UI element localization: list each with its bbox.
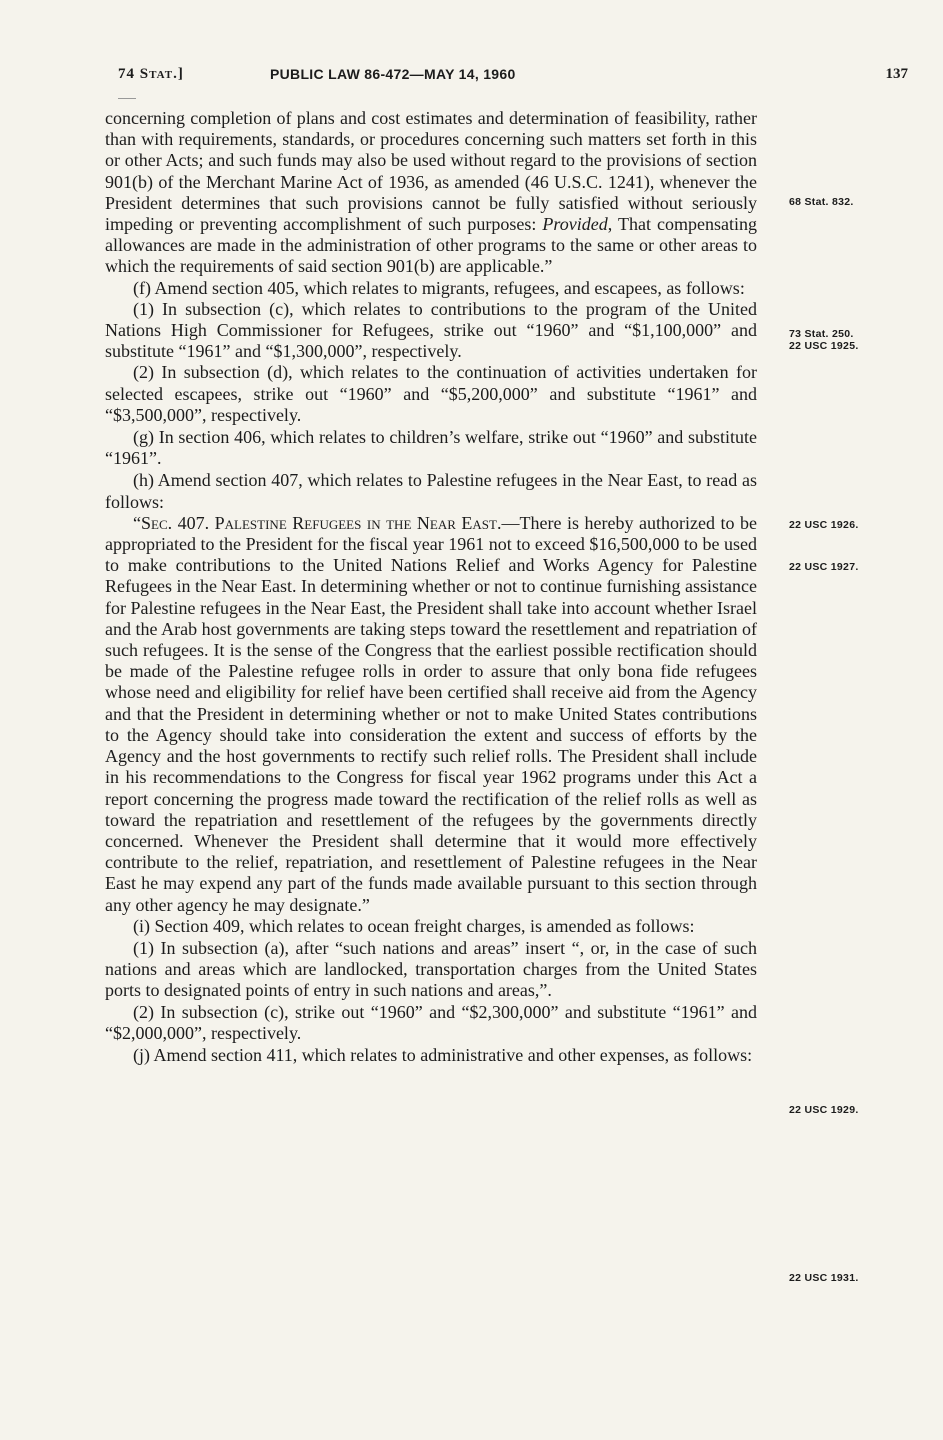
section-407 <box>105 513 757 916</box>
header-rule <box>118 98 136 99</box>
paragraph-continuation <box>105 108 757 278</box>
margin-note-68-stat: 68 Stat. 832. <box>789 196 854 208</box>
paragraph-h: (h) Amend section 407, which relates to Palestine refugees in the Near East, to read as follows: <box>105 470 757 512</box>
paragraph-j: (j) Amend section 411, which relates to administrative and other expenses, as follows: <box>133 1044 753 1065</box>
margin-note-22-usc-1927: 22 USC 1927. <box>789 561 859 573</box>
margin-note-22-usc-1925: 22 USC 1925. <box>789 340 859 352</box>
section-407-heading: “Sec. 407. Palestine Refugees in the Near East. <box>133 512 502 533</box>
margin-note-22-usc-1929: 22 USC 1929. <box>789 1104 859 1116</box>
margin-note-22-usc-1931: 22 USC 1931. <box>789 1272 859 1284</box>
body-text <box>105 108 757 1066</box>
header-volume: 74 Stat.] <box>118 66 184 82</box>
section-407-text: —There is hereby authorized to be appropriated to the President for the fiscal year 1961 not to exceed $16,500,000 to be used to make contributions to the United Nations Relief and Works Agency for Palestine Refugees in the Near East. In determining whether or not to continue furnishing assistance for Palestine refugees in the Near East, the President shall take into account whether Israel and the Arab host governments are taking steps toward the resettlement and repatriation of such refugees. It is the sense of the Congress that the earliest possible rectification should be made of the Palestine refugee rolls in order to assure that only bona fide refugees whose need and eligibility for relief have been certified shall receive aid from the Agency and that the President in determining whether or not to make United States contributions to the Agency should take into consideration the extent and success of efforts by the Agency and the host governments to rectify such relief rolls. The President shall include in his recommendations to the Congress for fiscal year 1962 programs under this Act a report concerning the progress made toward the rectification of the relief rolls as well as toward the repatriation and resettlement of the refugees by the governments directly concerned. Whenever the President shall determine that it would more effectively contribute to the relief, repatriation, and resettlement of Palestine refugees in the Near East he may expend any part of the funds made available pursuant to this section through any other agency he may designate.” <box>105 512 757 915</box>
paragraph-i: (i) Section 409, which relates to ocean freight charges, is amended as follows: <box>133 915 695 936</box>
p1-text: concerning completion of plans and cost estimates and determination of feasibility, rather than with requirements, standards, or procedures concerning such matters set forth in this or other Acts; and such funds may also be used without regard to the provisions of section 901(b) of the Merchant Marine Act of 1936, as amended (46 U.S.C. 1241), whenever the President determines that such provisions cannot be fully satisfied without seriously impeding or preventing accomplishment of such purposes: <box>105 108 757 235</box>
paragraph-f: (f) Amend section 405, which relates to migrants, refugees, and escapees, as follows: <box>133 277 745 298</box>
paragraph-i2: (2) In subsection (c), strike out “1960” and “$2,300,000” and substitute “1961” and “$2,000,000”, respectively. <box>105 1001 757 1043</box>
paragraph-f1: (1) In subsection (c), which relates to contributions to the program of the United Nations High Commissioner for Refugees, strike out “1960” and “$1,100,000” and substitute “1961” and “$1,300,000”, respectively. <box>105 298 757 362</box>
header-title: PUBLIC LAW 86-472—MAY 14, 1960 <box>270 66 516 82</box>
paragraph-g: (g) In section 406, which relates to children’s welfare, strike out “1960” and substitute “1961”. <box>105 427 757 469</box>
provided-term: Provided <box>542 214 608 235</box>
page-header <box>118 66 908 86</box>
p1-end-text: , That compensating allowances are made in the administration of other programs to the same or other areas to which the requirements of said section 901(b) are applicable.” <box>105 214 757 277</box>
margin-note-73-stat: 73 Stat. 250. <box>789 328 854 340</box>
page-number: 137 <box>885 66 908 82</box>
margin-note-22-usc-1926: 22 USC 1926. <box>789 519 859 531</box>
paragraph-f2: (2) In subsection (d), which relates to the continuation of activities undertaken for selected escapees, strike out “1960” and “$5,200,000” and substitute “1961” and “$3,500,000”, respectively. <box>105 362 757 425</box>
paragraph-i1: (1) In subsection (a), after “such nations and areas” insert “, or, in the case of such nations and areas which are landlocked, transportation charges from the United States ports to designated points of entry in such nations and areas,”. <box>105 937 757 1001</box>
